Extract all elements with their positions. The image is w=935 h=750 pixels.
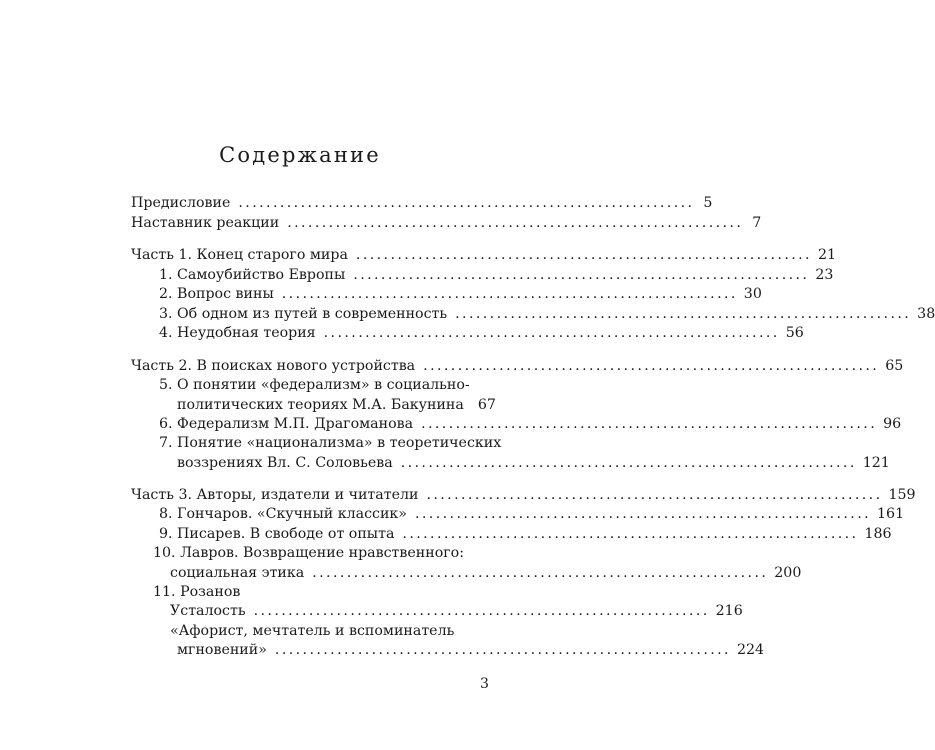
toc-entry-title: 6. Федерализм М.П. Драгоманова [159,415,414,432]
toc-entry-title: 4. Неудобная теория [159,325,316,341]
toc-entry-title: Наставник реакции [131,214,280,231]
toc-chapter-1 [131,266,834,286]
toc-section-fatigue [131,602,743,622]
toc-chapter-2 [131,285,762,305]
toc-page-number: 5 [703,195,713,211]
page-number: 3 [480,676,489,692]
toc-entry-title: «Афорист, мечтатель и вспоминатель [170,622,455,639]
toc-chapter-5-cont [131,396,496,415]
toc-dot-leader: .................................................................. [238,195,695,211]
toc-entry-title: Часть 1. Конец старого мира [131,247,348,263]
toc-dot-leader: .................................................................. [455,305,912,322]
toc-dot-leader: .................................................................. [281,286,738,302]
toc-dot-leader: .................................................................. [414,506,872,522]
toc-entry-title: 11. Розанов [153,583,241,600]
toc-chapter-3 [131,305,935,325]
toc-entry-title: 2. Вопрос вины [159,286,274,302]
toc-entry-mentor [131,214,762,234]
toc-page-number: 30 [743,286,762,302]
toc-entry-title: Часть 3. Авторы, издатели и читатели [131,486,419,503]
toc-dot-leader: .................................................................. [355,247,812,263]
toc-page-number: 23 [815,266,834,283]
toc-dot-leader: .................................................................. [287,214,744,231]
page-title: Содержание [219,143,381,167]
toc-entry-title: 9. Писарев. В свободе от опыта [159,525,395,542]
toc-page-number: 224 [736,642,765,658]
toc-entry-title-cont: социальная этика [170,564,305,581]
toc-chapter-4 [131,324,804,344]
toc-entry-title-cont: политических теориях М.А. Бакунина [177,396,464,413]
toc-chapter-7-cont [131,454,890,473]
toc-page-number: 56 [785,325,804,341]
toc-page-number: 65 [885,357,904,374]
toc-chapter-11 [131,583,487,603]
toc-page-number: 200 [774,564,802,581]
toc-chapter-8 [131,505,905,525]
toc-dot-leader: .................................................................. [426,486,883,503]
toc-dot-leader: .................................................................. [400,454,857,471]
toc-page-number: 216 [715,603,743,619]
toc-section-aphorist [131,622,487,642]
toc-dot-leader: .................................................................. [323,325,780,341]
toc-section-aphorist-cont [131,641,765,660]
toc-page-number: 161 [877,506,905,522]
toc-entry-title: 1. Самоубийство Европы [159,266,346,283]
toc-chapter-6 [131,415,902,435]
toc-entry-title: Усталость [170,603,246,619]
toc-dot-leader: .................................................................. [274,642,731,658]
toc-dot-leader: .................................................................. [312,564,769,581]
toc-entry-title: Предисловие [131,195,231,211]
toc-dot-leader: .................................................................. [423,357,880,374]
toc-page-number: 21 [817,247,837,263]
toc-part-2 [131,357,904,377]
toc-chapter-5 [131,376,487,396]
toc-dot-leader: .................................................................. [402,525,859,542]
toc-dot-leader: .................................................................. [421,415,878,432]
toc-entry-title-cont: мгновений» [177,642,267,658]
toc-chapter-10-cont [131,564,802,583]
toc-entry-title: 3. Об одном из путей в современность [159,305,448,322]
table-of-contents [131,194,935,660]
toc-page-number: 67 [477,396,496,413]
toc-entry-title: Часть 2. В поисках нового устройства [131,357,416,374]
toc-chapter-9 [131,525,892,545]
toc-part-3 [131,486,916,506]
toc-page-number: 38 [917,305,935,322]
toc-dot-leader: .................................................................. [253,603,710,619]
toc-entry-title: 8. Гончаров. «Скучный классик» [159,506,407,522]
toc-entry-title-cont: воззрениях Вл. С. Соловьева [177,454,393,471]
toc-page-number: 96 [883,415,902,432]
toc-chapter-7 [131,434,502,454]
toc-page-number: 186 [864,525,892,542]
toc-entry-title: 7. Понятие «национализма» в теоретических [159,435,502,451]
toc-part-1 [131,246,837,266]
toc-dot-leader: .................................................................. [353,266,810,283]
toc-entry-title: 10. Лавров. Возвращение нравственного: [153,545,464,561]
toc-entry-preface [131,194,713,214]
toc-page-number: 159 [888,486,916,503]
toc-page-number: 7 [752,214,762,231]
toc-entry-title: 5. О понятии «федерализм» в социально- [159,377,470,393]
toc-page-number: 121 [862,454,890,471]
toc-chapter-10 [131,544,487,564]
